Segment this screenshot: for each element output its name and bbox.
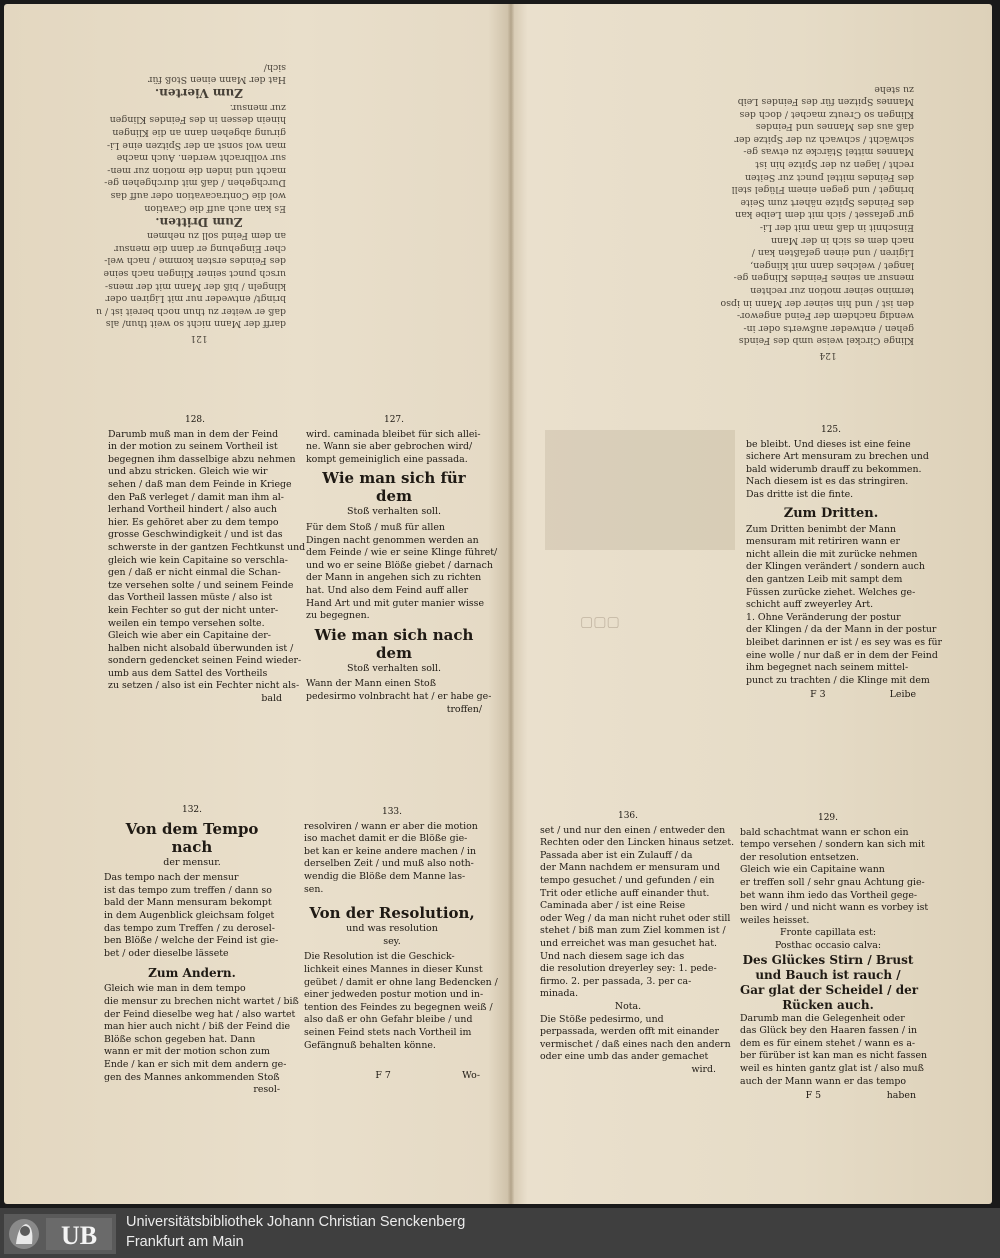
text-line: tention des Feindes zu begegnen weiß /	[304, 1001, 493, 1013]
text-line: iso machet damit er die Blöße gie-	[304, 833, 468, 845]
text-line: umb aus dem Sattel des Vortheils	[108, 667, 268, 679]
text-line: oder Weg / da man nicht ruhet oder still	[540, 912, 731, 924]
text-line: gen des Mannes ankommenden Stoß	[104, 1071, 280, 1083]
page-136	[540, 810, 735, 1076]
text-line: Die Resolution ist die Geschick-	[304, 951, 455, 963]
page-footer	[740, 1090, 916, 1103]
text-line: bringt/ entweder nur mit Ligiren oder	[105, 293, 286, 305]
text-line: die resolution dreyerley sey: 1. pede-	[540, 963, 717, 975]
text-line: zu setzen / also ist ein Fechter nicht als-	[108, 680, 300, 692]
page-number: 132.	[181, 805, 203, 815]
text-line: daß er weiter zu thun noch bereit ist / u	[95, 305, 286, 317]
catchword: bald	[261, 693, 282, 705]
text-line: die mensur zu brechen nicht wartet / biß	[104, 995, 299, 1007]
section-subheading: der mensur.	[163, 856, 221, 868]
text-block	[720, 82, 914, 347]
text-line: cher Eingehung er dann die mensur	[114, 242, 286, 254]
text-line: seinen Feind stets nach Vortheil im	[304, 1026, 472, 1038]
verse-line: und Bauch ist rauch /	[755, 967, 901, 982]
verse-line: Des Glückes Stirn / Brust	[742, 952, 914, 967]
text-line: sen.	[304, 883, 324, 895]
library-location: Frankfurt am Main	[126, 1234, 244, 1250]
text-line: auch der Mann wann er das tempo	[740, 1075, 907, 1087]
text-line: girung abgehen dann an die Klingen	[112, 126, 286, 138]
text-line: man hier auch nicht / biß der Feind die	[104, 1021, 291, 1033]
page-133	[304, 806, 498, 1083]
page-121-mirrored	[95, 60, 286, 344]
page-125	[746, 424, 942, 702]
text-line: nicht allein die mit zurücke nehmen	[746, 548, 918, 560]
text-line: und wo er seine Blöße giebet / darnach	[306, 559, 493, 571]
logo-text: UB	[60, 1221, 98, 1250]
text-line: punct zu trachten / die Klinge mit dem	[746, 674, 930, 686]
text-line: bringet / und gegen einem Flügel stell	[731, 184, 914, 196]
section-heading: Zum Vierten.	[154, 86, 244, 101]
text-line: darff der Mann nicht so weit thun/ als	[105, 318, 286, 330]
text-block	[104, 100, 286, 214]
page-number: 124	[819, 350, 837, 361]
text-line: das Vortheil lassen müste / also ist	[108, 592, 273, 604]
text-line: sehen / daß man dem Feinde in Kriege	[108, 478, 292, 490]
text-line: des Feindes mittel punct zur Seiten	[744, 171, 914, 183]
text-line: Caminada aber / ist eine Reise	[540, 900, 686, 912]
text-line: ber fürüber ist kan man es nicht fassen	[740, 1050, 928, 1062]
text-line: Die Stöße pedesirmo, und	[540, 1013, 664, 1025]
text-line: bleibet darinnen er ist / es sey was es für	[746, 636, 942, 648]
text-line: Nach diesem ist es das stringiren.	[746, 476, 909, 488]
text-line: hinein dessen in des Feindes Klingen	[109, 114, 286, 126]
center-fold	[508, 4, 514, 1204]
text-line: bald schachtmat wann er schon ein	[740, 826, 909, 838]
signature-mark: F 5	[805, 1090, 822, 1102]
text-line: bet / oder dieselbe lässete	[104, 947, 229, 959]
text-line: Gleich wie man in dem tempo	[104, 983, 246, 995]
section-subheading: sey.	[383, 935, 401, 947]
verse-line: Rücken auch.	[782, 997, 874, 1012]
text-line: wird. caminada bleibet für sich allei-	[306, 428, 481, 440]
text-line: zur mensur.	[229, 101, 286, 113]
text-line: eine wolle / nur daß er in dem der Feind	[746, 649, 938, 661]
text-line: daß aus des Mannes und Feindes	[755, 121, 914, 133]
text-line: Mannes mittel Stärcke zu etwas ge-	[743, 146, 914, 158]
text-line: in der motion zu seinem Vortheil ist	[108, 441, 278, 453]
text-line: geübet / damit er ohne lang Bedencken /	[304, 976, 498, 988]
text-line: Füssen zurücke ziehet. Welches ge-	[746, 586, 916, 598]
text-line: resolviren / wann er aber die motion	[304, 820, 478, 832]
text-line: Rechten oder den Lincken hinaus setzet.	[540, 837, 735, 849]
text-line: der Mann in angehen sich zu richten	[306, 572, 482, 584]
text-line: lerhand Vortheil hindert / also auch	[108, 504, 277, 516]
text-line: Gefängnuß behalten könne.	[304, 1039, 436, 1051]
section-heading: Von der Resolution,	[309, 904, 475, 923]
text-line: kompt gemeiniglich eine passada.	[306, 453, 468, 465]
text-line: weil es hinten gantz glat ist / also muß	[740, 1062, 924, 1074]
text-line: termino seiner motion zur rechten	[750, 285, 914, 297]
text-line: lichkeit eines Mannes in dieser Kunst	[304, 963, 483, 975]
page-number: 121	[190, 332, 208, 343]
text-line: an dem Feind soll zu nehmen	[146, 230, 286, 242]
text-line: sondern gedencket seinen Feind wieder-	[108, 655, 302, 667]
page-129	[740, 812, 929, 1103]
page-number: 128.	[184, 415, 206, 425]
text-line: zu stehe	[874, 83, 914, 95]
text-line: Passada aber ist ein Zulauff / da	[540, 849, 693, 861]
section-subheading: Nota.	[614, 1000, 642, 1012]
text-line: tze versehen solte / und seinem Feinde	[108, 579, 294, 591]
text-line: dem es für einem stehet / wann es a-	[740, 1037, 916, 1049]
text-line: Gleich wie aber ein Capitaine der-	[108, 630, 271, 642]
text-line: macht und inden die motion zur men-	[107, 164, 286, 176]
text-line: ben wird / und nicht wann es vorbey ist	[740, 902, 929, 914]
show-through-mark: ▢▢▢	[580, 615, 620, 631]
text-line: der Mann nachdem er mensuram und	[540, 862, 720, 874]
text-line: tempo gesuchet / und gefunden / ein	[540, 874, 715, 886]
text-line: Gleich wie ein Capitaine wann	[740, 864, 885, 876]
text-line: weilen ein tempo versehen solte.	[108, 617, 265, 629]
text-line: den ist / und hin seiner der Mann in ipso	[720, 297, 914, 309]
text-line: des Feindes ersten komme / nach wel-	[104, 255, 286, 267]
text-line: Darumb man die Gelegenheit oder	[740, 1012, 905, 1024]
section-subheading: Stoß verhalten soll.	[346, 662, 442, 674]
text-line: perpassada, werden offt mit einander	[540, 1026, 719, 1038]
page-footer	[304, 1070, 480, 1083]
text-line: Darumb muß man in dem der Feind	[108, 428, 279, 440]
text-line: man wol sonst an der Spitzen eine Li-	[106, 139, 286, 151]
text-line: den Paß verleget / damit man ihm al-	[108, 491, 284, 503]
text-line: minada.	[540, 988, 579, 1000]
text-line: der Klingen verändert / sondern auch	[746, 561, 925, 573]
section-heading: Wie man sich für dem	[322, 469, 466, 506]
text-line: ursch punct seiner Klingen nach seine	[103, 267, 286, 279]
text-line: und abzu stricken. Gleich wie wir	[108, 466, 268, 478]
text-line: bet kan er keine andere machen / in	[304, 845, 477, 857]
text-line: wol die Contracavation oder auff das	[110, 189, 286, 201]
text-line: ben Blöße / welche der Feind ist gie-	[104, 935, 279, 947]
text-line: wann er mit der motion schon zum	[104, 1046, 270, 1058]
catchword: Wo-	[462, 1070, 480, 1082]
text-line: tempo versehen / sondern kan sich mit	[740, 839, 925, 851]
page-127	[306, 414, 498, 716]
text-line: sich/	[263, 61, 286, 73]
page-124-mirrored	[720, 82, 914, 361]
text-line: gehen / entweder außwerts oder in-	[743, 322, 914, 334]
text-line: nach dem es sich in der Mann	[770, 234, 914, 246]
page-number: 127.	[383, 415, 405, 425]
text-line: der resolution entsetzen.	[740, 851, 859, 863]
text-line: bald widerumb drauff zu bekommen.	[746, 463, 922, 475]
page-number: 129.	[817, 813, 839, 823]
text-line: langet / welches dann mit klingen,	[750, 259, 914, 271]
text-line: des Feindes Spitze nähert zum Seite	[740, 196, 914, 208]
text-line: Klingen so Creutz machet / doch des	[739, 108, 914, 120]
text-line: Hat der Mann einen Stoß für	[148, 74, 286, 86]
text-line: Blöße schon gegeben hat. Dann	[104, 1033, 256, 1045]
text-line: Einschnit in daß man mit der Li-	[759, 222, 914, 234]
text-line: gen / daß er nicht einmal die Schan-	[108, 567, 281, 579]
library-footer	[0, 1208, 1000, 1258]
text-line: Hand Art und mit guter manier wisse	[306, 597, 485, 609]
text-line: pedesirmo volnbracht hat / er habe ge-	[306, 690, 492, 702]
text-line: der Feind dieselbe weg hat / also wartet	[104, 1008, 296, 1020]
text-line: schwächt / schwach zu der Spitze der	[734, 133, 914, 145]
catchword: Leibe	[889, 689, 916, 701]
text-line: kein Fechter so gut der nicht unter-	[108, 604, 279, 616]
section-heading: Wie man sich nach dem	[314, 625, 474, 662]
text-line: firmo. 2. per passada, 3. per ca-	[540, 975, 692, 987]
catchword: wird.	[691, 1063, 716, 1075]
text-line: gur gefasset / sich mit dem Leibe kan	[735, 209, 914, 221]
text-line: wendig die Blöße dem Manne las-	[304, 870, 466, 882]
text-line: Das tempo nach der mensur	[104, 872, 239, 884]
text-line: mensuram mit retiriren wann er	[746, 536, 900, 548]
text-line: das tempo zum Treffen / zu derosel-	[104, 922, 275, 934]
text-line: vermischet / daß eines nach den andern	[540, 1038, 731, 1050]
text-line: Zum Dritten benimbt der Mann	[746, 523, 897, 535]
text-line: halben nicht alsobald überwunden ist /	[108, 642, 294, 654]
page-132	[104, 804, 299, 1097]
text-line: weiles heisset.	[740, 914, 810, 926]
text-line: dem Feinde / wie er seine Klinge führet/	[306, 547, 498, 559]
text-line: mensur an seines Feindes Klingen ge-	[733, 272, 914, 284]
text-line: einer jedweden postur motion und in-	[304, 989, 484, 1001]
section-subheading: Stoß verhalten soll.	[346, 506, 442, 518]
text-line: oder eine umb das ander gemachet	[540, 1051, 709, 1063]
text-line: hier. Es gehöret aber zu dem tempo	[108, 516, 279, 528]
text-line: in dem Augenblick gleichsam folget	[104, 909, 275, 921]
text-line: wendig nachdem der Feind angewor-	[737, 310, 914, 322]
page-number: 125.	[820, 425, 842, 435]
text-line: hat. Und also dem Feind auff aller	[306, 584, 469, 596]
ub-logo	[4, 1214, 116, 1254]
text-line: klingeln / biß der Mann mit der mens-	[104, 280, 286, 292]
text-line: Und nach diesem sage ich das	[540, 950, 685, 962]
section-heading: Von dem Tempo nach	[125, 819, 259, 856]
section-subheading: und was resolution	[346, 923, 438, 935]
text-line: den gantzen Leib mit sampt dem	[746, 573, 903, 585]
text-line: grosse Geschwindigkeit / und ist das	[108, 529, 283, 541]
text-line: stehet / biß man zum Ziel kommen ist /	[540, 925, 726, 937]
text-line: schwerste in der gantzen Fechtkunst und	[108, 541, 306, 553]
text-block	[108, 428, 306, 706]
text-line: Fronte capillata est:	[779, 927, 876, 939]
text-line: Mannes Spitzen für des Feindes Leib	[737, 96, 914, 108]
text-line: set / und nur den einen / entweder den	[540, 824, 726, 836]
text-line: ne. Wann sie aber gebrochen wird/	[306, 441, 473, 453]
verse-line: Gar glat der Scheidel / der	[740, 982, 919, 997]
text-line: be bleibt. Und dieses ist eine feine	[746, 438, 911, 450]
text-line: Wann der Mann einen Stoß	[306, 678, 436, 690]
signature-mark: F 7	[375, 1070, 391, 1082]
signature-mark: F 3	[810, 689, 826, 701]
text-line: Es kan auch auff die Cavation	[144, 202, 286, 214]
section-heading: Zum Andern.	[148, 966, 236, 981]
text-line: Das dritte ist die finte.	[746, 488, 854, 500]
page-number: 136.	[617, 811, 639, 821]
text-line: das Glück bey den Haaren fassen / in	[740, 1025, 918, 1037]
section-heading: Zum Dritten.	[783, 505, 879, 521]
text-line: zu begegnen.	[306, 610, 370, 622]
text-line: derselben Zeit / und muß also noth-	[304, 858, 474, 870]
text-line: Trit oder etliche auff einander thut.	[540, 887, 710, 899]
text-line: bet wann ihm iedo das Vortheil gege-	[740, 889, 918, 901]
text-line: Ligiren / und einen gefaßten kan /	[751, 247, 914, 259]
text-line: sichere Art mensuram zu brechen und	[746, 451, 929, 463]
text-line: sur vollbracht werden. Auch mache	[116, 152, 286, 164]
catchword: troffen/	[446, 703, 482, 715]
page-128	[108, 414, 306, 706]
text-line: Posthac occasio calva:	[774, 939, 882, 951]
text-block	[95, 229, 286, 330]
text-line: begegnen ihm dasselbige abzu nehmen	[108, 453, 296, 465]
page-footer	[746, 689, 916, 702]
show-through-block	[545, 430, 735, 550]
text-line: Klinge Circkel weise umb des Feinds	[738, 335, 914, 347]
text-line: schicht auff zweyerley Art.	[746, 599, 874, 611]
text-line: und erreichet was man gesuchet hat.	[540, 937, 717, 949]
catchword: haben	[886, 1090, 916, 1102]
text-line: Ende / kan er sich mit dem andern ge-	[104, 1058, 287, 1070]
text-line: bald der Mann mensuram bekompt	[104, 897, 272, 909]
text-line: er treffen soll / sehr gnau Achtung gie-	[740, 876, 925, 888]
text-line: recht / lagen zu der Spitze hin ist	[755, 159, 914, 171]
catchword: resol-	[253, 1084, 280, 1096]
page-number: 133.	[381, 807, 403, 817]
text-line: der Klingen / da der Mann in der postur	[746, 624, 937, 636]
text-line: Durchgehen / daß mit durchgehen ge-	[104, 177, 286, 189]
library-name: Universitätsbibliothek Johann Christian Senckenberg	[126, 1214, 466, 1230]
text-line: Für dem Stoß / muß für allen	[306, 521, 445, 533]
text-line: Dingen nacht genommen werden an	[306, 534, 479, 546]
text-line: ihm begegnet nach seinem mittel-	[746, 662, 909, 674]
text-line: ist das tempo zum treffen / dann so	[104, 884, 272, 896]
text-line: also daß er ohn Gefahr bleibe / und	[304, 1014, 473, 1026]
text-line: gleich wie kein Capitaine so verschla-	[108, 554, 288, 566]
text-line: 1. Ohne Veränderung der postur	[746, 611, 901, 623]
section-heading: Zum Dritten.	[155, 214, 243, 229]
